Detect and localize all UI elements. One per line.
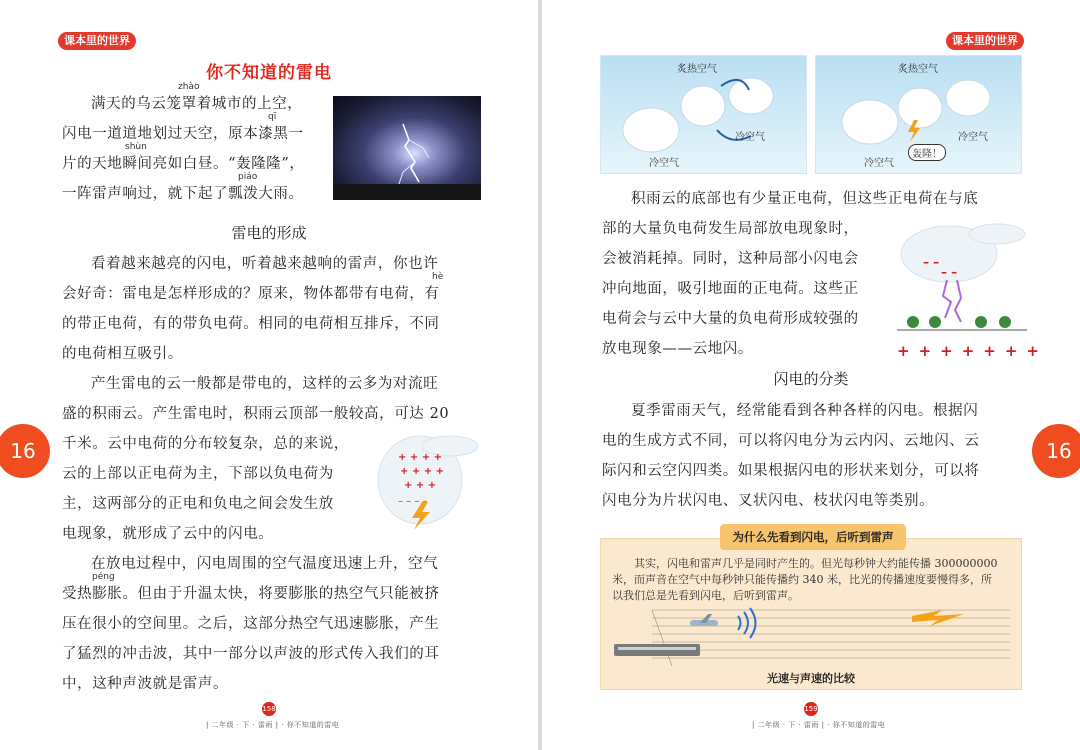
- boom-bubble: 轰隆！: [908, 144, 946, 161]
- hot-air-label: 炙热空气: [677, 64, 717, 75]
- cold-air-label: 冷空气: [649, 158, 679, 169]
- pinyin-annotation: piáo: [238, 172, 258, 182]
- pinyin-annotation: hè: [432, 272, 444, 282]
- svg-text:– –: – –: [923, 255, 940, 269]
- light-sound-speed-diagram: [612, 604, 1010, 666]
- cloud-to-ground-illustration: [897, 218, 1027, 338]
- air-collision-illustration: [815, 55, 1022, 174]
- body-paragraph: 夏季雷雨天气，经常能看到各种各样的闪电。根据闪 电的生成方式不同，可以将闪电分为云内闪、云地闪、云 际闪和云空闪四类。如果根据闪电的形状来划分，可以将 闪电分为片状闪电、叉状闪电、枝状闪电等类别。: [602, 403, 980, 509]
- svg-text:+ + +: + + +: [404, 480, 437, 491]
- hot-air-label: 炙热空气: [898, 64, 938, 75]
- thunderstorm-photo: [333, 96, 481, 200]
- cold-air-label: 冷空气: [958, 132, 988, 143]
- intro-paragraph: 满天的乌云笼罩着城市的上空， 闪电一道道地划过天空，原本漆黑一 片的天地瞬间亮如白昼。“轰隆隆”， 一阵雷声响过，就下起了瓢泼大雨。: [62, 96, 305, 202]
- svg-text:+ + + +: + + + +: [400, 466, 444, 477]
- pinyin-annotation: péng: [92, 572, 115, 582]
- cold-air-label: 冷空气: [864, 158, 894, 169]
- charged-cloud-illustration: [370, 432, 480, 532]
- svg-text:– – – –: – – – –: [398, 496, 428, 507]
- body-paragraph: 在放电过程中，闪电周围的空气温度迅速上升，空气 受热膨胀。但由于升温太快，将要膨胀的热空气只能被挤 压在很小的空间里。之后，这部分热空气迅速膨胀，产生 了猛烈的冲击波，其中一部分以声波的形式传入我们的耳 中，这种声波就是雷声。: [62, 556, 440, 692]
- svg-text:+ + + +: + + + +: [398, 452, 442, 463]
- page-footer: | 二年级 · 下 · 雷雨 | · 你不知道的雷电: [206, 721, 340, 729]
- pinyin-annotation: shùn: [125, 142, 147, 152]
- page-title: 你不知道的雷电: [206, 63, 332, 83]
- info-box-title: 为什么先看到闪电，后听到雷声: [720, 524, 906, 550]
- ground-positive-charges: +++++++: [897, 342, 1048, 360]
- svg-text:– –: – –: [941, 265, 958, 279]
- left-page: [0, 0, 538, 750]
- page-number: 159: [804, 702, 818, 716]
- pinyin-annotation: zhào: [178, 82, 200, 92]
- sound-wave-icon: [738, 608, 756, 638]
- section-heading: 雷电的形成: [231, 224, 307, 242]
- train-icon: [614, 644, 700, 656]
- info-box-text: 其实，闪电和雷声几乎是同时产生的。但光每秒钟大约能传播 300000000 米，而声音在空气中每秒钟只能传播约 340 米，比光的传播速度要慢得多，所 以我们总是先看到闪电，后听到雷声。: [612, 557, 998, 602]
- cold-air-label: 冷空气: [735, 132, 765, 143]
- body-paragraph: 产生雷电的云一般都是带电的，这样的云多为对流旺 盛的积雨云。产生雷电时，积雨云顶部一般较高，可达 20 千米。云中电荷的分布较复杂，总的来说， 云的上部以正电荷为主，下部以负电荷为 主，这两部分的正电和负电之间会发生放 电现象，就形成了云中的闪电。: [62, 376, 450, 542]
- chapter-tab: 16: [1032, 424, 1080, 478]
- diagram-caption: 光速与声速的比较: [767, 672, 855, 685]
- series-badge: 课本里的世界: [946, 32, 1024, 50]
- air-collision-illustration: [600, 55, 807, 174]
- page-number: 158: [262, 702, 276, 716]
- chapter-tab: 16: [0, 424, 50, 478]
- airplane-icon: [690, 614, 718, 626]
- series-badge: 课本里的世界: [58, 32, 136, 50]
- page-footer: | 二年级 · 下 · 雷雨 | · 你不知道的雷电: [752, 721, 886, 729]
- body-paragraph: 看着越来越亮的闪电，听着越来越响的雷声，你也许 会好奇：雷电是怎样形成的？原来，物体都带有电荷，有 的带正电荷，有的带负电荷。相同的电荷相互排斥，不同 的电荷相互吸引。: [62, 256, 440, 362]
- section-heading: 闪电的分类: [773, 370, 849, 388]
- pinyin-annotation: qī: [268, 112, 277, 122]
- body-paragraph: 积雨云的底部也有少量正电荷，但这些正电荷在与底 部的大量负电荷发生局部放电现象时， 会被消耗掉。同时，这种局部小闪电会 冲向地面，吸引地面的正电荷。这些正 电荷会与云中大量的负电荷形成较强的 放电现象——云地闪。: [602, 191, 979, 357]
